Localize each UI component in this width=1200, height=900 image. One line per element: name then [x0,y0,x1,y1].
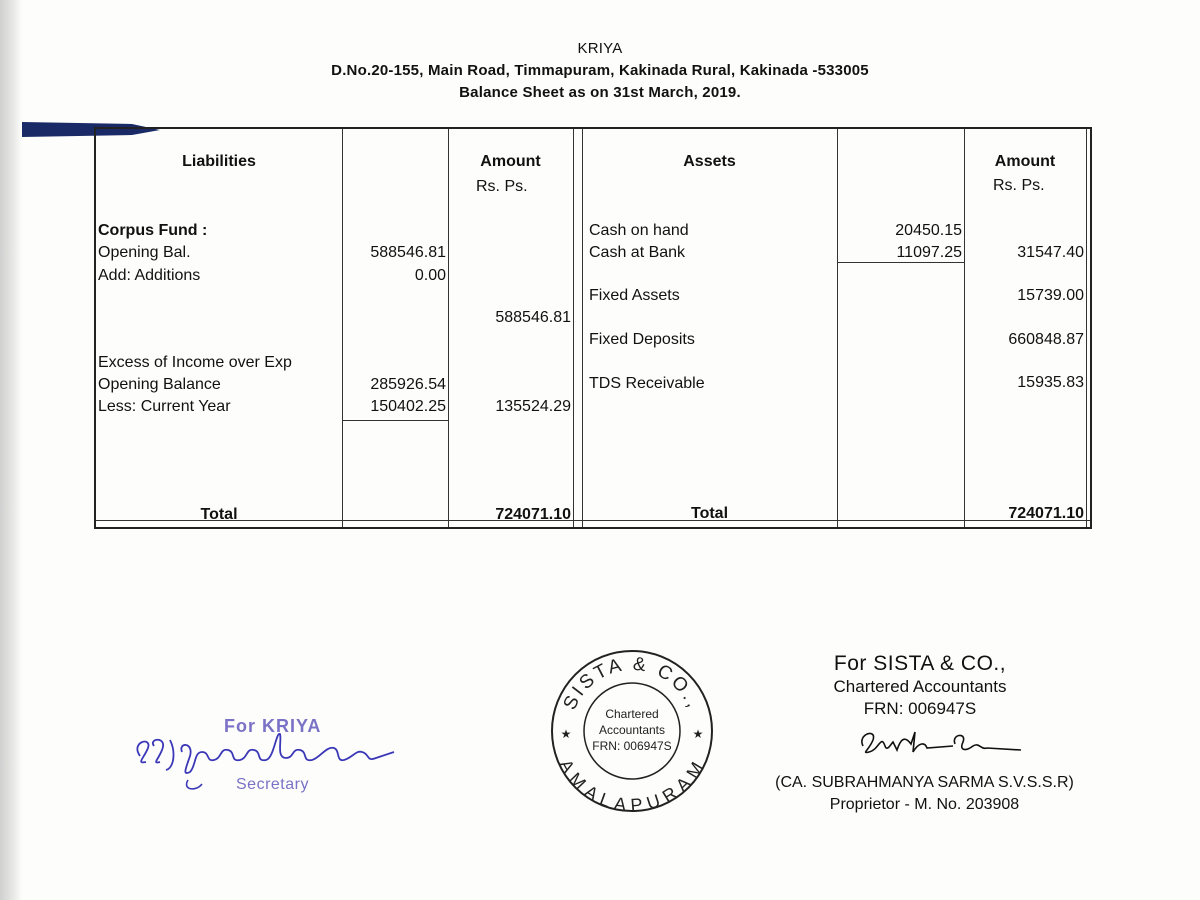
col-divider [837,129,838,527]
firm-for-line: For SISTA & CO., [833,652,1007,675]
stamp-line-3: FRN: 006947S [592,739,672,753]
less-current-year-value: 150402.25 [370,398,446,415]
less-current-year-label: Less: Current Year [98,398,231,415]
stamp-star-right: ★ [692,727,704,741]
assets-total-value: 724071.10 [1008,505,1084,522]
rule-line [342,420,448,421]
proprietor-name: (CA. SUBRAHMANYA SARMA S.V.S.S.R) [775,774,1074,791]
proprietor-membership: Proprietor - M. No. 203908 [829,796,1020,813]
assets-header: Assets [683,153,736,170]
excess-label: Excess of Income over Exp [98,354,292,371]
col-divider [1086,129,1087,527]
col-divider [582,129,583,527]
assets-total-label: Total [690,505,729,522]
stamp-line-1: Chartered [605,707,659,721]
stamp-bottom-text: AMALAPURAM [555,755,709,814]
cash-on-hand-value: 20450.15 [895,222,962,239]
additions-label: Add: Additions [98,267,201,284]
stamp-line-2: Accountants [598,723,666,737]
stamp-star-left: ★ [560,727,572,741]
page-left-shadow [0,0,22,900]
col-divider [448,129,449,527]
col-divider [964,129,965,527]
assets-amount-header: Amount [994,153,1056,170]
opening-bal-label: Opening Bal. [98,244,191,261]
liabilities-amount-sub: Rs. Ps. [476,178,528,195]
document-header [0,38,1200,104]
cash-at-bank-label: Cash at Bank [589,244,686,261]
fixed-assets-value: 15739.00 [1017,287,1084,304]
firm-seal-stamp [549,648,715,814]
col-divider [573,129,574,527]
col-divider [342,129,343,527]
org-name: KRIYA [577,40,623,57]
assets-amount-sub: Rs. Ps. [993,177,1045,194]
firm-subtitle: Chartered Accountants [833,677,1007,696]
for-kriya-stamp: For KRIYA [224,716,322,736]
corpus-fund-label: Corpus Fund : [98,222,208,239]
sheet-title: Balance Sheet as on 31st March, 2019. [459,84,741,101]
fixed-assets-label: Fixed Assets [589,287,680,304]
org-address: D.No.20-155, Main Road, Timmapuram, Kakinada Rural, Kakinada -533005 [331,62,869,79]
opening-balance-label: Opening Balance [98,376,221,393]
firm-frn: FRN: 006947S [863,699,977,718]
proprietor-block [752,772,1097,816]
corpus-total: 588546.81 [495,309,571,326]
stamp-top-text: SISTA & CO., [559,653,705,714]
liabilities-amount-header: Amount [480,153,541,170]
tds-receivable-label: TDS Receivable [589,375,705,392]
additions-value: 0.00 [414,267,446,284]
opening-bal-value: 588546.81 [370,244,446,261]
svg-text:AMALAPURAM [555,756,708,814]
liabilities-header: Liabilities [182,153,256,170]
liabilities-total-label: Total [200,506,238,523]
auditor-firm-block [760,652,1080,720]
secretary-stamp: Secretary [236,776,309,793]
cash-on-hand-label: Cash on hand [589,222,689,239]
liabilities-total-value: 724071.10 [495,506,571,523]
excess-total: 135524.29 [495,398,571,415]
balance-sheet-table [94,127,1092,529]
cash-total: 31547.40 [1017,244,1084,261]
auditor-signature [855,724,1025,762]
fixed-deposits-value: 660848.87 [1008,331,1084,348]
tds-receivable-value: 15935.83 [1017,374,1084,391]
cash-at-bank-value: 11097.25 [896,244,962,261]
opening-balance-value: 285926.54 [370,376,446,393]
fixed-deposits-label: Fixed Deposits [589,331,695,348]
